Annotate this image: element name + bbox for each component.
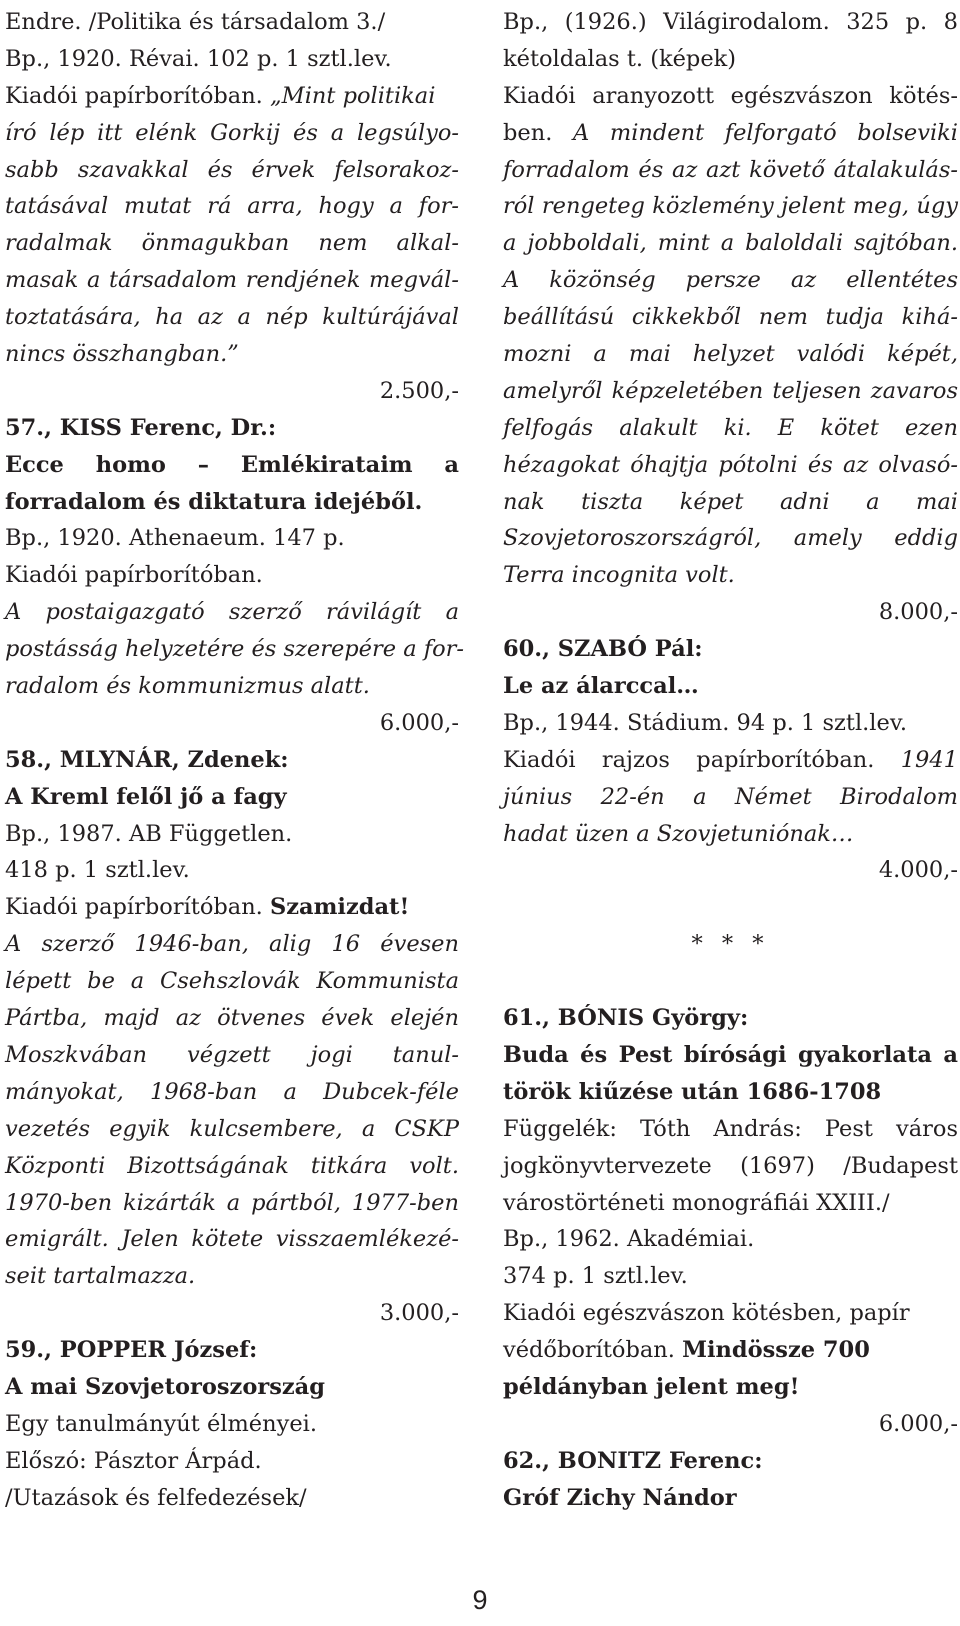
spacer xyxy=(503,889,958,926)
entry-description-line: felfogás alakult ki. E kötet ezen xyxy=(503,414,958,441)
entry-description-line: toztatására, ha az a nép kultúrájával xyxy=(5,304,459,331)
entry-text-line: várostörténeti monográfiái XXIII./ xyxy=(503,1189,890,1216)
spacer xyxy=(503,963,958,1000)
entry-description-line: radalmak önmagukban nem alkal- xyxy=(5,230,459,257)
entry-description-line: sabb szavakkal és érvek felsorakoz- xyxy=(5,156,459,183)
entry-text-line: /Utazások és felfedezések/ xyxy=(5,1484,307,1511)
entry-description-line: 1970-ben kizárták a pártból, 1977-ben xyxy=(5,1189,459,1216)
price-label: 6.000,- xyxy=(878,1410,958,1437)
entry-description-line: hézagokat óhajtja pótolni és az olvasó- xyxy=(503,451,958,478)
entry-description-line: Moszkvában végzett jogi tanul- xyxy=(5,1041,459,1068)
entry-description-line: radalom és kommunizmus alatt. xyxy=(5,673,370,700)
entry-heading-line: példányban jelent meg! xyxy=(503,1373,800,1400)
price-label: 6.000,- xyxy=(379,709,459,736)
entry-description-line: író lép itt elénk Gorkij és a legsúlyo- xyxy=(5,119,459,146)
entry-text-line: Endre. /Politika és társadalom 3./ xyxy=(5,9,386,35)
entry-description-line: A szerző 1946-ban, alig 16 évesen xyxy=(5,931,459,958)
text-run: A mindent felforgató bolseviki xyxy=(572,119,958,146)
entry-description-line: vezetés egyik kulcsembere, a CSKP xyxy=(5,1115,459,1142)
entry-text-line xyxy=(5,889,459,926)
entry-description-line: Terra incognita volt. xyxy=(503,562,735,589)
price-label: 4.000,- xyxy=(878,857,958,884)
entry-description-line: tatásával mutat rá arra, hogy a for- xyxy=(5,193,459,220)
entry-heading-line: 59., POPPER József: xyxy=(5,1337,258,1364)
entry-description-line: seit tartalmazza. xyxy=(5,1263,196,1290)
text-run: Szamizdat! xyxy=(270,894,410,921)
price-label: 8.000,- xyxy=(878,599,958,626)
entry-description-line: Szovjetoroszországról, amely eddig xyxy=(503,525,958,552)
entry-text-line: Bp., 1920. Révai. 102 p. 1 sztl.lev. xyxy=(5,45,392,72)
entry-text-line xyxy=(503,742,958,779)
entry-description-line: lépett be a Csehszlovák Kommunista xyxy=(5,968,459,995)
entry-description-line: a jobboldali, mint a baloldali sajtóban. xyxy=(503,230,958,257)
entry-description-line: masak a társadalom rendjének megvál- xyxy=(5,267,459,294)
entry-text-line xyxy=(503,115,958,152)
entry-text-line: jogkönyvtervezete (1697) /Budapest xyxy=(503,1152,958,1179)
entry-heading-line: A Kreml felől jő a fagy xyxy=(5,783,287,810)
entry-text-line: Kiadói egészvászon kötésben, papír xyxy=(503,1300,910,1327)
entry-heading-line: 58., MLYNÁR, Zdenek: xyxy=(5,746,289,773)
entry-heading-line: forradalom és diktatura idejéből. xyxy=(5,488,423,515)
text-run: Kiadói papírborítóban. xyxy=(5,82,270,109)
entry-heading-line: 60., SZABÓ Pál: xyxy=(503,636,703,663)
entry-text-line: Kiadói aranyozott egészvászon kötés- xyxy=(503,82,958,109)
entry-description-line: nak tiszta képet adni a mai xyxy=(503,488,958,515)
text-run: Mindössze 700 xyxy=(682,1337,870,1364)
entry-description-line: emigrált. Jelen kötete visszaemlékezé- xyxy=(5,1226,459,1253)
entry-heading-line: Gróf Zichy Nándor xyxy=(503,1484,737,1511)
entry-heading-line: 57., KISS Ferenc, Dr.: xyxy=(5,414,277,441)
price-label: 2.500,- xyxy=(379,377,459,404)
entry-description-line: Pártba, majd az ötvenes évek elején xyxy=(5,1005,459,1032)
entry-text-line: Bp., 1920. Athenaeum. 147 p. xyxy=(5,525,345,552)
entry-description-line: amelyről képzeletében teljesen zavaros xyxy=(503,377,958,404)
text-run: védőborítóban. xyxy=(503,1337,683,1364)
text-run: ben. xyxy=(503,119,573,146)
right-column xyxy=(503,4,958,1517)
entry-text-line: Függelék: Tóth András: Pest város xyxy=(503,1115,958,1142)
entry-description-line: hadat üzen a Szovjetuniónak… xyxy=(503,820,854,847)
entry-heading-line: Buda és Pest bírósági gyakorlata a xyxy=(503,1041,958,1068)
entry-text-line: Bp., 1987. AB Független. xyxy=(5,820,293,847)
entry-text-line: Egy tanulmányút élményei. xyxy=(5,1410,317,1437)
entry-text-line: Bp., (1926.) Világirodalom. 325 p. 8 xyxy=(503,9,958,35)
left-column xyxy=(5,4,465,1517)
text-run: Kiadói papírborítóban. xyxy=(5,894,270,921)
entry-description-line: nincs összhangban.” xyxy=(5,341,239,368)
entry-heading-line: Ecce homo – Emlékirataim a xyxy=(5,451,459,478)
entry-heading-line: A mai Szovjetoroszország xyxy=(5,1373,325,1400)
text-run: 1941 xyxy=(900,746,958,773)
entry-description-line: ról rengeteg közlemény jelent meg, úgy xyxy=(503,193,958,220)
entry-text-line: Kiadói papírborítóban. xyxy=(5,562,263,589)
entry-description-line: Központi Bizottságának titkára volt. xyxy=(5,1152,459,1179)
entry-text-line: 418 p. 1 sztl.lev. xyxy=(5,857,190,884)
page-number: 9 xyxy=(472,1585,488,1615)
entry-description-line: postásság helyzetére és szerepére a for- xyxy=(5,636,465,663)
entry-description-line: június 22-én a Német Birodalom xyxy=(503,783,958,810)
entry-text-line: kétoldalas t. (képek) xyxy=(503,45,737,72)
entry-description-line: beállítású cikkekből nem tudja kihá- xyxy=(503,304,958,331)
entry-text-line: 374 p. 1 sztl.lev. xyxy=(503,1263,688,1290)
entry-text-line: Bp., 1944. Stádium. 94 p. 1 sztl.lev. xyxy=(503,709,908,736)
entry-description-line: forradalom és az azt követő átalakulás- xyxy=(503,156,958,183)
entry-text-line xyxy=(5,78,459,115)
entry-heading-line: török kiűzése után 1686-1708 xyxy=(503,1078,882,1105)
entry-text-line: Előszó: Pásztor Árpád. xyxy=(5,1447,262,1474)
section-divider: * * * xyxy=(691,931,770,958)
entry-description-line: mányokat, 1968-ban a Dubcek-féle xyxy=(5,1078,459,1105)
text-run: „Mint politikai xyxy=(270,82,436,109)
entry-description-line: A közönség persze az ellentétes xyxy=(503,267,958,294)
entry-description-line: A postaigazgató szerző rávilágít a xyxy=(5,599,459,626)
text-run: Kiadói rajzos papírborítóban. xyxy=(503,746,901,773)
entry-heading-line: Le az álarccal… xyxy=(503,673,699,700)
entry-text-line: Bp., 1962. Akadémiai. xyxy=(503,1226,755,1253)
price-label: 3.000,- xyxy=(379,1300,459,1327)
entry-heading-line: 62., BONITZ Ferenc: xyxy=(503,1447,763,1474)
entry-heading-line: 61., BÓNIS György: xyxy=(503,1005,749,1032)
entry-text-line xyxy=(503,1332,958,1369)
entry-description-line: mozni a mai helyzet valódi képét, xyxy=(503,341,958,368)
